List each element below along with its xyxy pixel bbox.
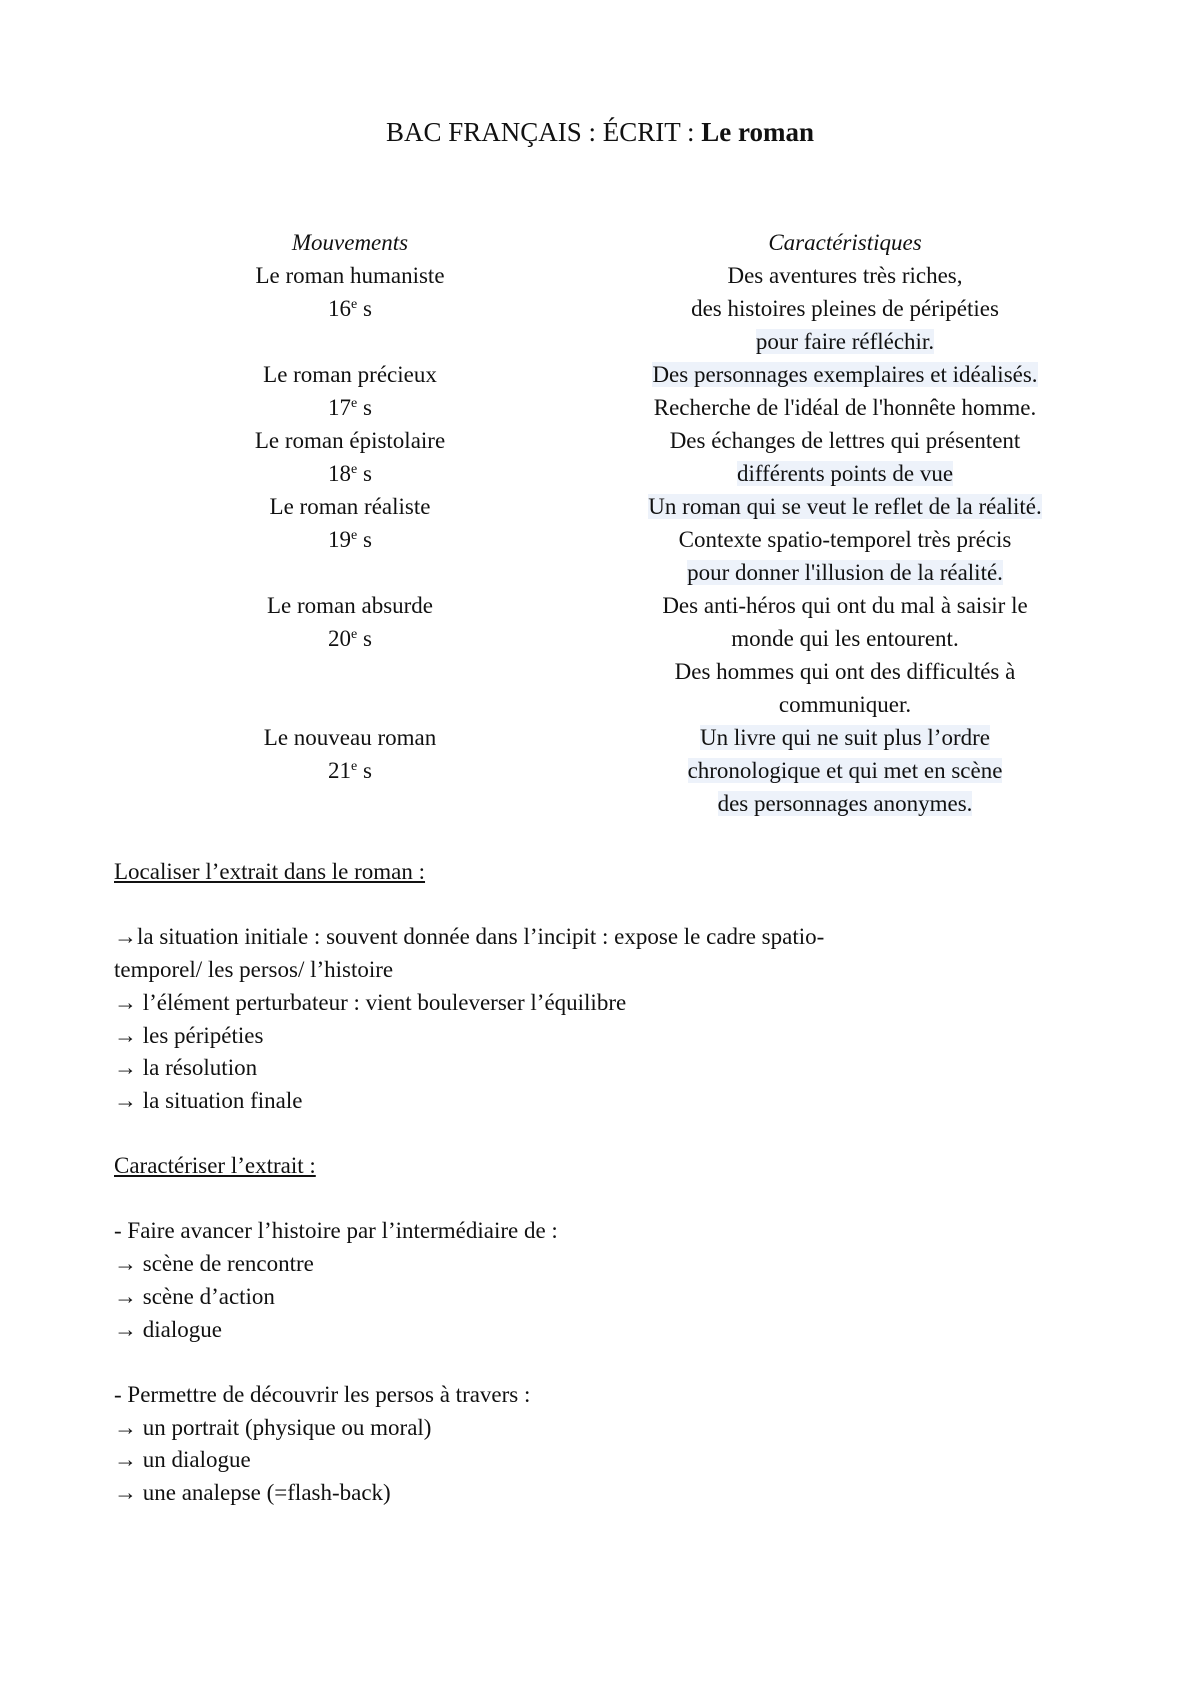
characteristic-line: Un livre qui ne suit plus l’ordre [699, 725, 990, 750]
movement-century: 17e s [328, 395, 372, 420]
movement-century: 18e s [328, 461, 372, 486]
characteristics-cell [500, 259, 1080, 358]
movement-cell [200, 358, 500, 424]
movement-name: Le nouveau roman [263, 725, 437, 750]
movement-cell [200, 490, 500, 589]
list-item: → un portrait (physique ou moral) [114, 1414, 432, 1440]
characteristic-line: des personnages anonymes. [717, 791, 973, 816]
movement-name: Le roman réaliste [269, 494, 431, 519]
characteristic-line: Des anti-héros qui ont du mal à saisir le [662, 593, 1028, 618]
characteristic-line: Des personnages exemplaires et idéalisés. [652, 362, 1038, 387]
list-item: → l’élément perturbateur : vient bouleverser l’équilibre [114, 989, 627, 1015]
characteristics-cell [500, 424, 1080, 490]
movement-name: Le roman absurde [266, 593, 434, 618]
movement-century: 20e s [328, 626, 372, 651]
characteristic-line: pour faire réfléchir. [755, 329, 935, 354]
characteristic-line: des histoires pleines de péripéties [691, 296, 999, 321]
characteristic-line: monde qui les entourent. [731, 626, 959, 651]
header-caracteristiques: Caractéristiques [768, 230, 922, 255]
characteristic-line: pour donner l'illusion de la réalité. [687, 560, 1003, 585]
list-item: - Faire avancer l’histoire par l’intermédiaire de : [114, 1218, 558, 1244]
characteristic-line: Un roman qui se veut le reflet de la réalité. [648, 494, 1042, 519]
list-item: →la situation initiale : souvent donnée dans l’incipit : expose le cadre spatio- [114, 924, 825, 950]
movements-table [200, 226, 1080, 820]
table-row [200, 490, 1080, 589]
list-item: → scène de rencontre [114, 1251, 314, 1277]
localiser-heading: Localiser l’extrait dans le roman : [114, 859, 426, 884]
title-prefix: BAC FRANÇAIS : ÉCRIT : [385, 117, 702, 147]
characteristic-line: Des échanges de lettres qui présentent [669, 428, 1021, 453]
list-item: → dialogue [114, 1316, 222, 1342]
characteristic-line: différents points de vue [736, 461, 954, 486]
caracteriser-heading: Caractériser l’extrait : [114, 1153, 316, 1178]
list-item: temporel/ les persos/ l’histoire [114, 957, 394, 983]
header-mouvements: Mouvements [291, 230, 409, 255]
list-item: → un dialogue [114, 1447, 251, 1473]
characteristic-line: Recherche de l'idéal de l'honnête homme. [653, 395, 1037, 420]
characteristic-line: Des hommes qui ont des difficultés à [674, 659, 1016, 684]
list-item: → la résolution [114, 1055, 258, 1081]
movement-cell [200, 589, 500, 721]
movement-century: 16e s [328, 296, 372, 321]
table-row [200, 358, 1080, 424]
characteristics-cell [500, 721, 1080, 820]
movement-name: Le roman épistolaire [254, 428, 446, 453]
characteristic-line: communiquer. [778, 692, 912, 717]
characteristic-line: Des aventures très riches, [727, 263, 963, 288]
table-row [200, 721, 1080, 820]
movement-century: 21e s [328, 758, 372, 783]
table-header-row [200, 226, 1080, 259]
movement-name: Le roman humaniste [255, 263, 445, 288]
caracteriser-section [114, 1150, 1094, 1510]
document-title [0, 116, 1200, 148]
movement-century: 19e s [328, 527, 372, 552]
list-item: → scène d’action [114, 1283, 275, 1309]
table-row [200, 424, 1080, 490]
list-item: - Permettre de découvrir les persos à travers : [114, 1381, 531, 1407]
characteristics-cell [500, 358, 1080, 424]
localiser-section [114, 856, 1094, 1118]
table-row [200, 259, 1080, 358]
list-item: → la situation finale [114, 1087, 303, 1113]
characteristic-line: chronologique et qui met en scène [687, 758, 1003, 783]
characteristics-cell [500, 589, 1080, 721]
list-item: → une analepse (=flash-back) [114, 1480, 391, 1506]
movement-cell [200, 721, 500, 820]
list-item: → les péripéties [114, 1022, 264, 1048]
movement-name: Le roman précieux [263, 362, 437, 387]
characteristic-line: Contexte spatio-temporel très précis [678, 527, 1012, 552]
title-bold: Le roman [701, 117, 815, 147]
characteristics-cell [500, 490, 1080, 589]
table-row [200, 589, 1080, 721]
movement-cell [200, 259, 500, 358]
movement-cell [200, 424, 500, 490]
